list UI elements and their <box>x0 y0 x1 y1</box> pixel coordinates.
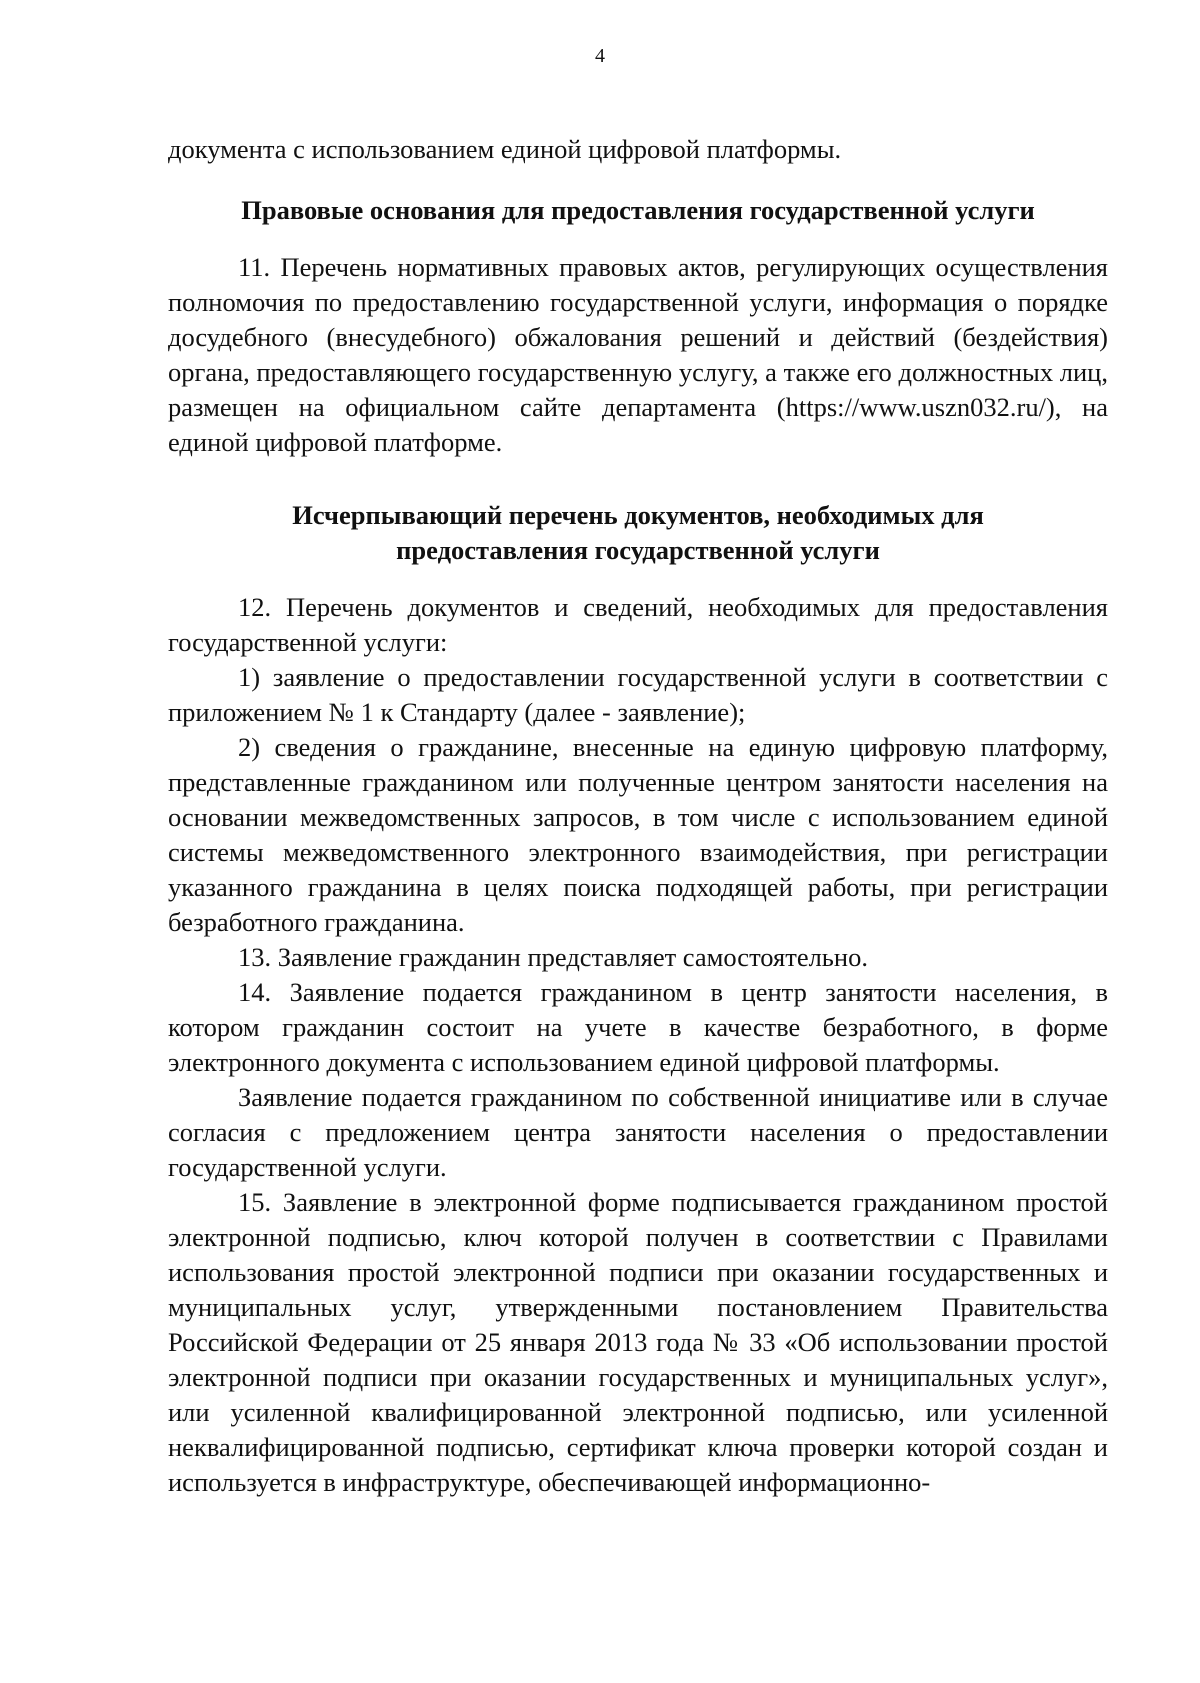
paragraph-continuation: документа с использованием единой цифровой платформы. <box>168 134 842 164</box>
page-number: 4 <box>595 45 605 67</box>
paragraph-12-item-2: 2) сведения о гражданине, внесенные на единую цифровую платформу, представленные гражданином или полученные центром занятости населения на основании межведомственных запросов, в том числе с использованием единой системы межведомственного электронного взаимодействия, при регистрации указанного гражданина в целях поиска подходящей работы, при регистрации безработного гражданина. <box>168 732 1108 937</box>
section-heading-documents-line2: предоставления государственной услуги <box>396 535 880 565</box>
paragraph-15: 15. Заявление в электронной форме подписывается гражданином простой электронной подписью, ключ которой получен в соответствии с Правилами использования простой электронной подписи при оказании государственных и муниципальных услуг, утвержденными постановлением Правительства Российской Федерации от 25 января 2013 года № 33 «Об использовании простой электронной подписи при оказании государственных и муниципальных услуг», или усиленной квалифицированной электронной подписью, или усиленной неквалифицированной подписью, сертификат ключа проверки которой создан и используется в инфраструктуре, обеспечивающей информационно- <box>168 1187 1108 1497</box>
section-heading-legal-basis: Правовые основания для предоставления государственной услуги <box>241 195 1035 225</box>
section-heading-documents <box>168 498 1108 568</box>
section-heading-documents-line1: Исчерпывающий перечень документов, необходимых для <box>292 500 984 530</box>
document-body <box>168 132 1108 1500</box>
paragraph-12: 12. Перечень документов и сведений, необходимых для предоставления государственной услуги: <box>168 592 1108 657</box>
paragraph-11: 11. Перечень нормативных правовых актов, регулирующих осуществления полномочия по предоставлению государственной услуги, информация о порядке досудебного (внесудебного) обжалования решений и действий (бездействия) органа, предоставляющего государственную услугу, а также его должностных лиц, размещен на официальном сайте департамента (https://www.uszn032.ru/), на единой цифровой платформе. <box>168 252 1108 457</box>
paragraph-14: 14. Заявление подается гражданином в центр занятости населения, в котором гражданин состоит на учете в качестве безработного, в форме электронного документа с использованием единой цифровой платформы. <box>168 977 1108 1077</box>
paragraph-12-item-1: 1) заявление о предоставлении государственной услуги в соответствии с приложением № 1 к Стандарту (далее - заявление); <box>168 662 1108 727</box>
paragraph-14-b: Заявление подается гражданином по собственной инициативе или в случае согласия с предложением центра занятости населения о предоставлении государственной услуги. <box>168 1082 1108 1182</box>
paragraph-13: 13. Заявление гражданин представляет самостоятельно. <box>238 942 868 972</box>
